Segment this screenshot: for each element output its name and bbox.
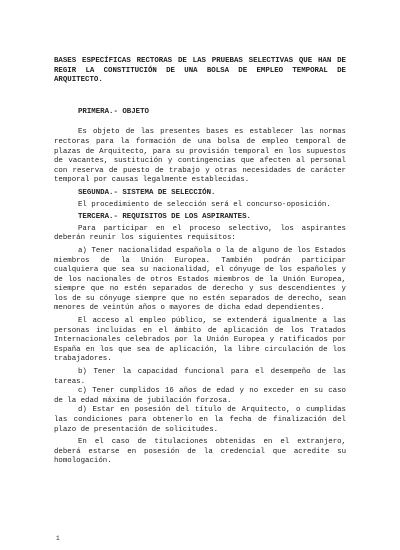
foreign-qualifications: En el caso de titulaciones obtenidas en el extranjero, deberá estarse en posesión de la credencial que acredite su homologación.	[54, 438, 346, 466]
section-text-primera: Es objeto de las presentes bases es establecer las normas rectoras para la formación de una bolsa de empleo temporal de plazas de Arquitecto, para su provisión temporal en los supuestos de vacantes, sustitución y contingencias que afecten al personal con reserva de puesto de trabajo y otras necesidades de carácter temporal por causas legalmente establecidas.	[54, 128, 346, 185]
document-title: BASES ESPECÍFICAS RECTORAS DE LAS PRUEBAS SELECTIVAS QUE HAN DE REGIR LA CONSTITUCIÓN DE UNA BOLSA DE EMPLEO TEMPORAL DE ARQUITECTO.	[54, 57, 346, 85]
section-heading-tercera: TERCERA.- REQUISITOS DE LOS ASPIRANTES.	[78, 213, 251, 222]
document-body	[54, 57, 346, 470]
section-heading-segunda: SEGUNDA.- SISTEMA DE SELECCIÓN.	[78, 188, 216, 197]
section-text-segunda: El procedimiento de selección será el concurso-oposición.	[78, 200, 331, 209]
section-heading-primera: PRIMERA.- OBJETO	[78, 107, 149, 116]
requirement-c: c) Tener cumplidos 16 años de edad y no exceder en su caso de la edad máxima de jubilación forzosa.	[54, 387, 346, 405]
public-employment-access: El acceso al empleo público, se extenderá igualmente a las personas incluidas en el ámbito de aplicación de los Tratados Internacionales celebrados por la Unión Europea y ratificados por España en los que sea de aplicación, la libre circulación de los trabajadores.	[54, 317, 346, 364]
requirement-b: b) Tener la capacidad funcional para el desempeño de las tareas.	[54, 368, 346, 386]
requirements-intro: Para participar en el proceso selectivo, los aspirantes deberán reunir los siguientes requisitos:	[54, 224, 346, 243]
requirement-a: a) Tener nacionalidad española o la de alguno de los Estados miembros de la Unión Europea. También podrán participar cualquiera que sea su nacionalidad, el cónyuge de los españoles y de los nacionales de otros Estados miembros de la Unión Europea, siempre que no estén separados de derecho y sus descendientes y los de su cónyuge siempre que no estén separados de derecho, sean menores de veintún años o mayores de dicha edad dependientes.	[54, 246, 346, 313]
page-number: 1	[56, 535, 60, 542]
requirement-d: d) Estar en posesión del título de Arquitecto, o cumplidas las condiciones para obtenerlo en la fecha de finalización del plazo de presentación de solicitudes.	[54, 406, 346, 434]
